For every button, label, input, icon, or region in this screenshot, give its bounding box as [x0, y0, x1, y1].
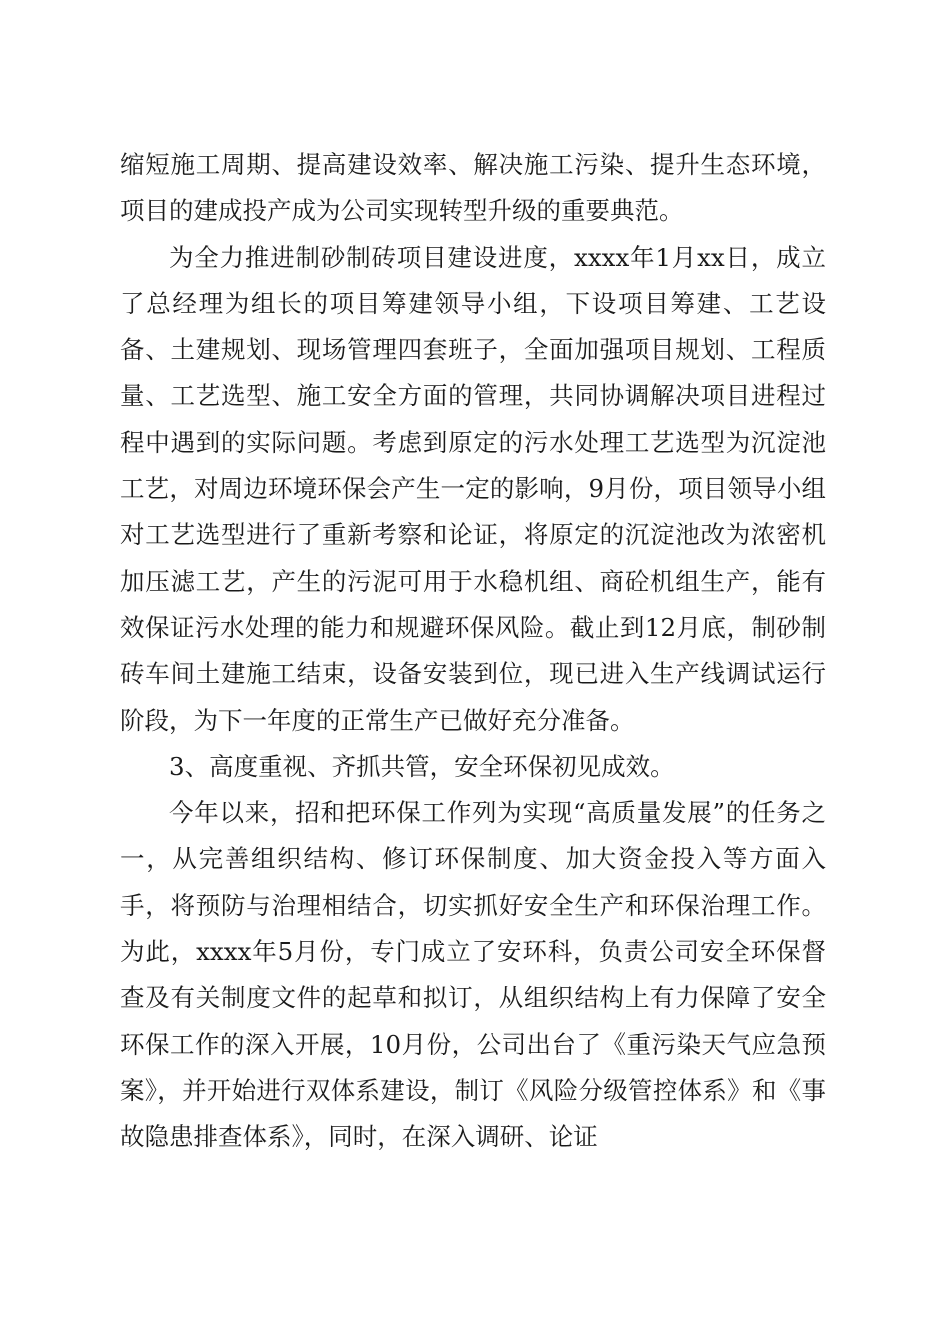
paragraph-environmental-work: 今年以来，招和把环保工作列为实现“高质量发展”的任务之一，从完善组织结构、修订环保制度、加大资金投入等方面入手，将预防与治理相结合，切实抓好安全生产和环保治理工作。为此，xxxx年5月份，专门成立了安环科，负责公司安全环保督查及有关制度文件的起草和拟订，从组织结构上有力保障了安全环保工作的深入开展，10月份，公司出台了《重污染天气应急预案》，并开始进行双体系建设，制订《风险分级管控体系》和《事故隐患排查体系》，同时，在深入调研、论证 [120, 798, 826, 1152]
document-body [120, 142, 826, 1161]
section-heading-safety: 3、高度重视、齐抓共管，安全环保初见成效。 [169, 751, 675, 781]
paragraph-project-progress: 为全力推进制砂制砖项目建设进度，xxxx年1月xx日，成立了总经理为组长的项目筹建领导小组，下设项目筹建、工艺设备、土建规划、现场管理四套班子，全面加强项目规划、工程质量、工艺选型、施工安全方面的管理，共同协调解决项目进程过程中遇到的实际问题。考虑到原定的污水处理工艺选型为沉淀池工艺，对周边环境环保会产生一定的影响，9月份，项目领导小组对工艺选型进行了重新考察和论证，将原定的沉淀池改为浓密机加压滤工艺，产生的污泥可用于水稳机组、商砼机组生产，能有效保证污水处理的能力和规避环保风险。截止到12月底，制砂制砖车间土建施工结束，设备安装到位，现已进入生产线调试运行阶段，为下一年度的正常生产已做好充分准备。 [120, 242, 826, 735]
paragraph-continuation: 缩短施工周期、提高建设效率、解决施工污染、提升生态环境，项目的建成投产成为公司实现转型升级的重要典范。 [120, 150, 826, 226]
